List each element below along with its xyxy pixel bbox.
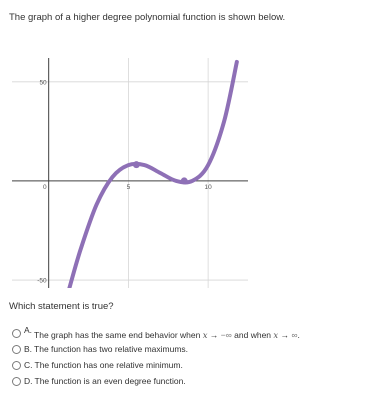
- option-d[interactable]: [12, 373, 372, 389]
- option-c-text: The function has one relative minimum.: [34, 360, 183, 370]
- relative-max-point: [133, 161, 140, 168]
- option-c[interactable]: [12, 357, 372, 373]
- option-b-text: The function has two relative maximums.: [34, 344, 189, 354]
- option-a-text: [34, 330, 300, 341]
- y-tick-label: -50: [37, 277, 47, 285]
- option-b-letter: B.: [24, 344, 33, 354]
- polynomial-graph: [12, 58, 248, 288]
- question-text: Which statement is true?: [9, 301, 114, 312]
- graph-grid: [12, 58, 248, 288]
- x-variable: x: [202, 330, 208, 341]
- x-variable: x: [273, 330, 279, 341]
- option-d-radio[interactable]: [12, 377, 21, 386]
- option-d-letter: D.: [24, 376, 33, 386]
- graph-axes: [12, 58, 248, 288]
- option-a-letter: A.: [24, 325, 33, 335]
- option-b-radio[interactable]: [12, 345, 21, 354]
- option-c-radio[interactable]: [12, 361, 21, 370]
- polynomial-curve: [69, 62, 236, 288]
- option-a-end: .: [297, 329, 300, 340]
- arrow-symbol: →: [280, 329, 290, 340]
- question-prompt: The graph of a higher degree polynomial function is shown below.: [9, 12, 286, 23]
- neg-infinity: −∞: [220, 329, 232, 340]
- answer-options: [12, 325, 372, 389]
- option-a[interactable]: [12, 325, 372, 341]
- option-a-middle: and when: [231, 329, 274, 340]
- option-d-text: The function is an even degree function.: [34, 376, 186, 386]
- option-a-text-before: The graph has the same end behavior when: [34, 329, 203, 340]
- x-tick-label: 5: [126, 183, 131, 191]
- pos-infinity: ∞: [291, 329, 298, 340]
- y-tick-label: 50: [39, 79, 47, 87]
- relative-min-point: [181, 177, 188, 184]
- x-tick-label: 10: [204, 183, 212, 191]
- option-a-radio[interactable]: [12, 329, 21, 338]
- arrow-symbol: →: [209, 329, 219, 340]
- option-b[interactable]: [12, 341, 372, 357]
- option-c-letter: C.: [24, 360, 33, 370]
- x-tick-label: 0: [43, 183, 47, 191]
